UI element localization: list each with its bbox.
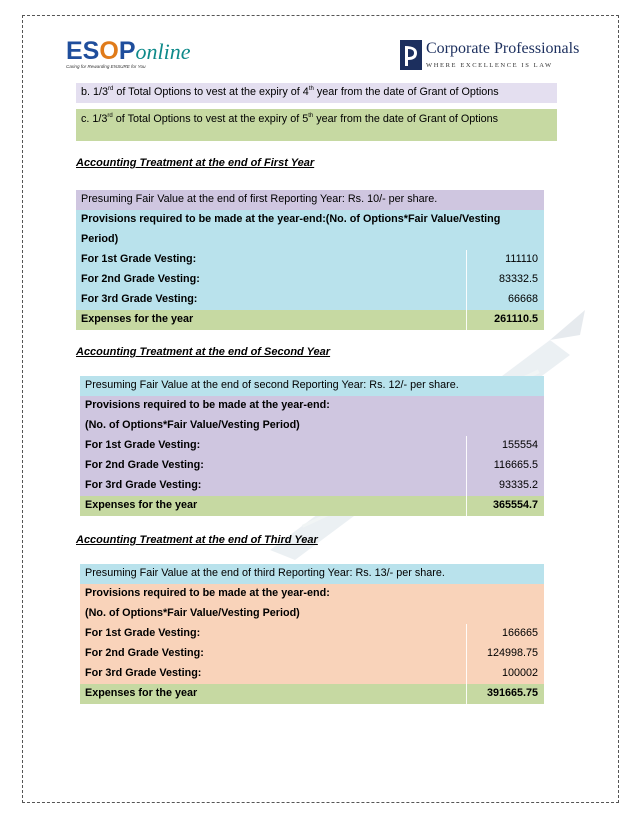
table-row: For 1st Grade Vesting: 111110	[76, 250, 544, 270]
table-row: For 3rd Grade Vesting: 93335.2	[80, 476, 544, 496]
total-row: Expenses for the year 365554.7	[80, 496, 544, 516]
fair-value-row: Presuming Fair Value at the end of second Reporting Year: Rs. 12/- per share.	[80, 376, 544, 396]
table-row: For 2nd Grade Vesting: 116665.5	[80, 456, 544, 476]
section-heading-third-year: Accounting Treatment at the end of Third Year	[76, 534, 318, 546]
table-row: For 1st Grade Vesting: 166665	[80, 624, 544, 644]
total-row: Expenses for the year 261110.5	[76, 310, 544, 330]
provisions-row-cont: (No. of Options*Fair Value/Vesting Period)	[80, 416, 544, 436]
column-divider	[466, 436, 467, 516]
cp-emblem-icon	[400, 40, 422, 70]
table-row: For 1st Grade Vesting: 155554	[80, 436, 544, 456]
table-row: For 3rd Grade Vesting: 66668	[76, 290, 544, 310]
section-heading-first-year: Accounting Treatment at the end of First Year	[76, 157, 315, 169]
section-heading-second-year: Accounting Treatment at the end of Second Year	[76, 346, 331, 358]
esop-online-logo: ESOPonline Caring for Rewarding ENSURE for You	[66, 40, 206, 72]
total-row: Expenses for the year 391665.75	[80, 684, 544, 704]
fair-value-row: Presuming Fair Value at the end of first Reporting Year: Rs. 10/- per share.	[76, 190, 544, 210]
provisions-row: Provisions required to be made at the year-end:(No. of Options*Fair Value/Vesting	[76, 210, 544, 230]
provisions-row-cont: (No. of Options*Fair Value/Vesting Period)	[80, 604, 544, 624]
table-row: For 2nd Grade Vesting: 124998.75	[80, 644, 544, 664]
table-row: For 3rd Grade Vesting: 100002	[80, 664, 544, 684]
fair-value-row: Presuming Fair Value at the end of third Reporting Year: Rs. 13/- per share.	[80, 564, 544, 584]
provisions-row: Provisions required to be made at the year-end:	[80, 584, 544, 604]
intro-line-c: c. 1/3rd of Total Options to vest at the expiry of 5th year from the date of Grant of Options	[76, 109, 557, 141]
column-divider	[466, 250, 467, 330]
cp-slogan: WHERE EXCELLENCE IS LAW	[426, 62, 553, 69]
corporate-professionals-logo	[400, 40, 580, 76]
cp-company-name: Corporate Professionals	[426, 40, 580, 57]
table-row: For 2nd Grade Vesting: 83332.5	[76, 270, 544, 290]
intro-line-b: b. 1/3rd of Total Options to vest at the expiry of 4th year from the date of Grant of Options	[76, 83, 557, 103]
provisions-row: Provisions required to be made at the year-end:	[80, 396, 544, 416]
column-divider	[466, 624, 467, 704]
esop-tagline: Caring for Rewarding ENSURE for You	[66, 64, 146, 69]
provisions-row-cont: Period)	[76, 230, 544, 250]
